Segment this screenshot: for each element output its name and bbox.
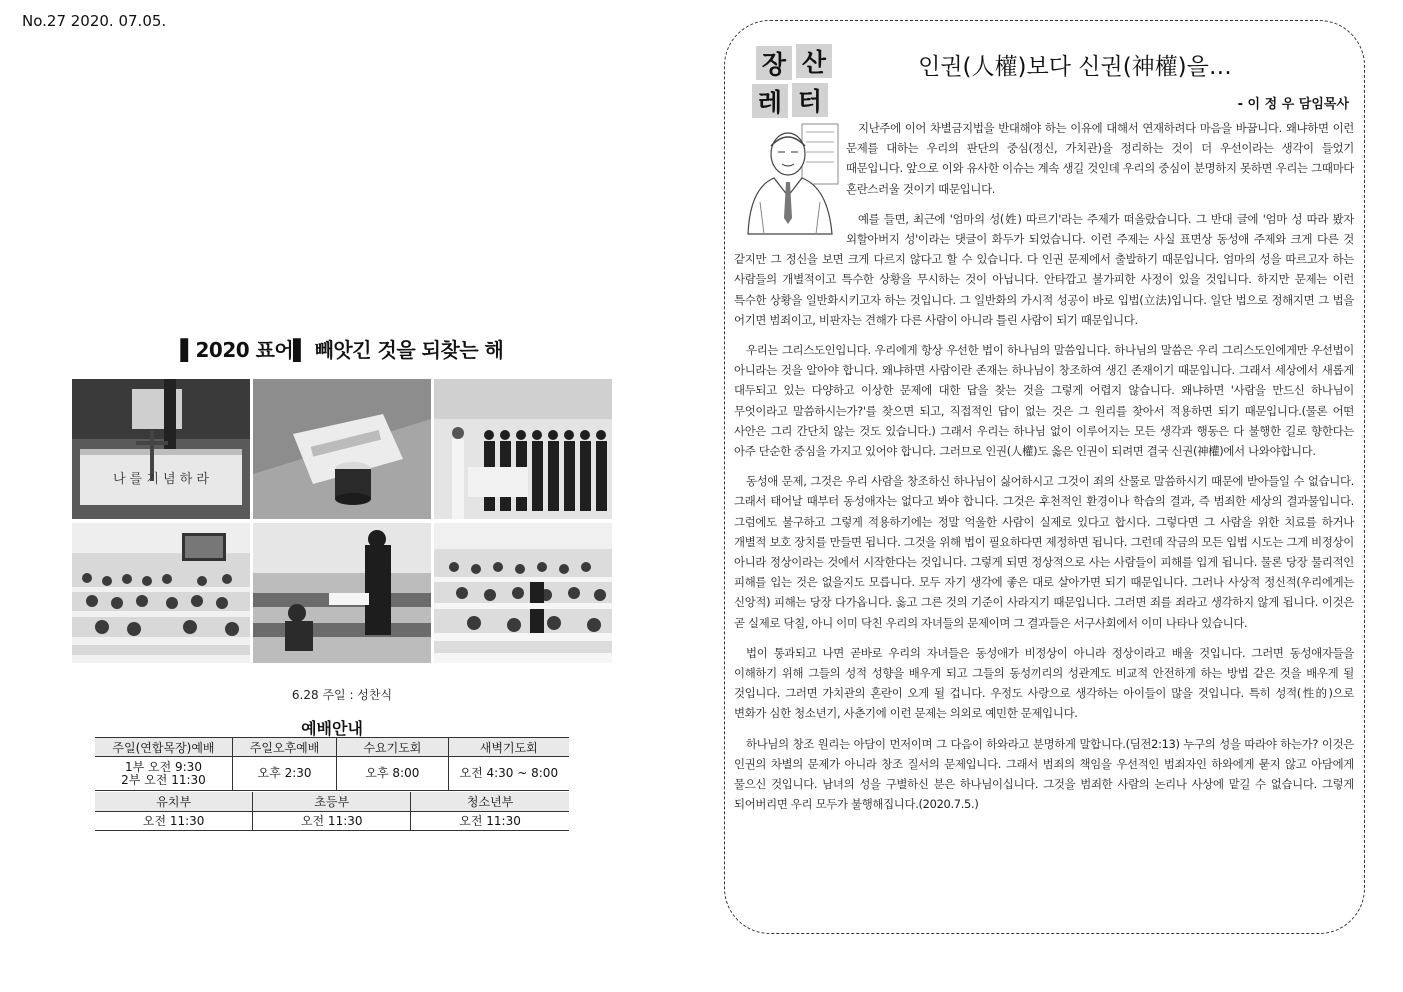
service-time-cell: 오전 4:30 ~ 8:00 — [448, 757, 569, 791]
photo-grid — [72, 379, 612, 663]
service-times-table — [95, 737, 569, 791]
department-time-cell: 오전 11:30 — [95, 811, 253, 830]
service-header-cell: 수요기도회 — [337, 738, 448, 757]
issue-line: No.27 2020. 07.05. — [22, 12, 167, 30]
banner-text: 나 를 기 념 하 라 — [112, 472, 210, 487]
photo-communion-table — [72, 379, 250, 519]
letter-byline: - 이 정 우 담임목사 — [1237, 97, 1349, 112]
department-time-cell: 오전 11:30 — [253, 811, 411, 830]
service-header-cell: 주일(연합목장)예배 — [95, 738, 232, 757]
logo-char: 터 — [792, 83, 828, 117]
letter-paragraph: 동성애 문제, 그것은 우리 사람을 창조하신 하나님이 싫어하시고 그것이 죄의 산물로 말씀하시기 때문에 받아들일 수 없습니다. 그래서 태어날 때부터 동성애자는 없다고 봐야 합니다. 그것은 후천적인 환경이나 학습의 결과, 즉 범죄한 세상의 결과물입니다. 그럼에도 불구하고 그렇게 적용하기에는 정말 억울한 사람이 실제로 있다고 합시다. 그렇다면 그 사람을 위한 치료를 하거나 개별적 보호 장치를 만들면 됩니다. 그것을 위해 법이 필요하다면 제정하면 됩니다. 그런데 작금의 모든 입법 시도는 그게 비정상이 아니라 정상이라는 것에서 시작한다는 것입니다. 그렇게 되면 정상적으로 사는 사람들이 피해를 입게 됩니다. 물론 당장 물리적인 피해를 입는 것은 없을지도 모릅니다. 모두 자기 생각에 좋은 대로 살아가면 되기 때문입니다. 그러나 사상적 정신적(우리에게는 신앙적) 피해는 당장 다가옵니다. 옳고 그른 것의 기준이 사라지기 때문입니다. 그러면 죄를 죄라고 생각하지 않게 됩니다. 이것은 곧 실제로 닥칠, 아니 이미 닥친 우리의 자녀들의 문제이며 그 결과들은 서구사회에서 이미 나타나 있습니다. — [734, 474, 1354, 630]
department-header-cell: 초등부 — [253, 792, 411, 811]
letter-paragraph: 법이 통과되고 나면 곧바로 우리의 자녀들은 동성애가 비정상이 아니라 정상이라고 배울 것입니다. 그러면 동성애자들을 이해하기 위해 그들의 성적 성향을 배우게 되고 그들의 동성끼리의 성관계도 비교적 안전하게 하는 방법 같은 것을 배우게 될 것입니다. 그러면 가치관의 혼란이 오게 될 겁니다. 우정도 사랑으로 생각하는 아이들이 많을 것입니다. 특히 성적(性的)으로 변화가 심한 청소년기, 사춘기에 이런 문제는 의외로 예민한 문제입니다. — [734, 645, 1354, 721]
logo-char: 레 — [752, 84, 788, 118]
letter-title: 인권(人權)보다 신권(神權)을… — [918, 54, 1232, 80]
letter-paragraph: 지난주에 이어 차별금지법을 반대해야 하는 이유에 대해서 연재하려다 마음을 바꿉니다. 왜냐하면 이런 문제를 대하는 우리의 판단의 중심(정신, 가치관)을 정리하는 것이 더 우선이라는 생각이 들었기 때문입니다. 앞으로 이와 유사한 이슈는 계속 생길 것인데 우리의 중심이 분명하지 못하면 우리는 그때마다 혼란스러울 것이기 때문입니다. — [846, 121, 1354, 196]
letter-paragraph: 우리는 그리스도인입니다. 우리에게 항상 우선한 법이 하나님의 말씀입니다. 하나님의 말씀은 우리 그리스도인에게만 우선법이 아니라는 것을 알아야 합니다. 왜냐하면 사람이란 존재는 하나님이 창조하여 생긴 존재이기 때문입니다. 그래서 세상에서 새롭게 대두되고 있는 다양하고 이상한 문제에 대한 답을 찾는 것을 그렇게 어렵지 않습니다. 왜냐하면 '사람을 만드신 하나님이 무엇이라고 말씀하시는가?'를 찾으면 되고, 직접적인 답이 없는 것은 그 원리를 찾아서 적용하면 되기 때문입니다.(물론 어떤 사안은 그리 간단치 않는 것도 있습니다.) 그래서 우리는 하나님 없이 이루어지는 모든 생각과 행동은 다 불행한 길로 향한다는 아주 단순한 중심을 가지고 있어야 합니다. 그러므로 인권(人權)도 옳은 인권이 되려면 결국 신권(神權)에서 나와야합니다. — [734, 343, 1354, 459]
motto-heading: ▌2020 표어▌ 빼앗긴 것을 되찾는 해 — [180, 338, 504, 362]
service-guide-title: 예배안내 — [301, 719, 363, 738]
logo-char: 장 — [756, 46, 792, 80]
photo-congregation-rows — [434, 523, 612, 663]
service-header-cell: 새벽기도회 — [448, 738, 569, 757]
photo-elders-standing — [434, 379, 612, 519]
department-header-cell: 청소년부 — [411, 792, 569, 811]
photo-congregation-wide — [72, 523, 250, 663]
letter-paragraph: 하나님의 창조 원리는 아담이 먼저이며 그 다음이 하와라고 분명하게 말합니다.(딤전2:13) 누구의 성을 따라야 하는가? 이것은 인권의 차별의 문제가 아니라 창조 질서의 문제입니다. 그래서 범죄의 책임을 우선적인 범죄자인 하와에게 묻지 않고 아담에게 물으신 것입니다. 남녀의 성을 구별하신 분은 하나님이십니다. 그것을 범죄한 사람의 논리나 사상에 맡길 수 없습니다. 그렇게 되어버리면 우리 모두가 불행해집니다.(2020.7.5.) — [734, 736, 1354, 812]
photo-serving-communion — [253, 523, 431, 663]
service-time-cell: 오후 8:00 — [337, 757, 448, 791]
letter-paragraph: 예를 들면, 최근에 '엄마의 성(姓) 따르기'라는 주제가 떠올랐습니다. 그 반대 글에 '엄마 성 따라 봤자 외할아버지 성'이라는 댓글이 화두가 되었습니다. 이런 주제는 사실 표면상 동성애 주제와 크게 다른 것 같지만 그 정신을 보면 크게 다르지 않다고 할 수 있습니다. 다 인권 문제에서 출발하기 때문입니다. 엄마의 성을 따르고자 하는 사람들의 개별적이고 특수한 상황을 무시하는 것이 아닙니다. 안타깝고 불가피한 사정이 있을 것입니다. 하지만 문제는 이런 특수한 상황을 일반화시키고자 하는 것입니다. 그 일반화의 가시적 성공이 바로 입법(立法)입니다. 일단 법으로 정해지면 그 법을 어기면 범죄이고, 비판자는 견해가 다른 사람이 아니라 틀린 사람이 되기 때문입니다. — [734, 211, 1354, 327]
department-header-cell: 유치부 — [95, 792, 253, 811]
photo-communion-cup — [253, 379, 431, 519]
photo-caption: 6.28 주일 : 성찬식 — [291, 688, 393, 702]
service-time-cell: 오후 2:30 — [232, 757, 336, 791]
letter-body — [734, 118, 1354, 825]
logo-char: 산 — [796, 44, 832, 78]
department-times-table — [95, 792, 569, 831]
service-time-cell: 1부 오전 9:30 2부 오전 11:30 — [95, 757, 232, 791]
department-time-cell: 오전 11:30 — [411, 811, 569, 830]
letter-logo — [752, 44, 838, 118]
service-header-cell: 주일오후예배 — [232, 738, 336, 757]
